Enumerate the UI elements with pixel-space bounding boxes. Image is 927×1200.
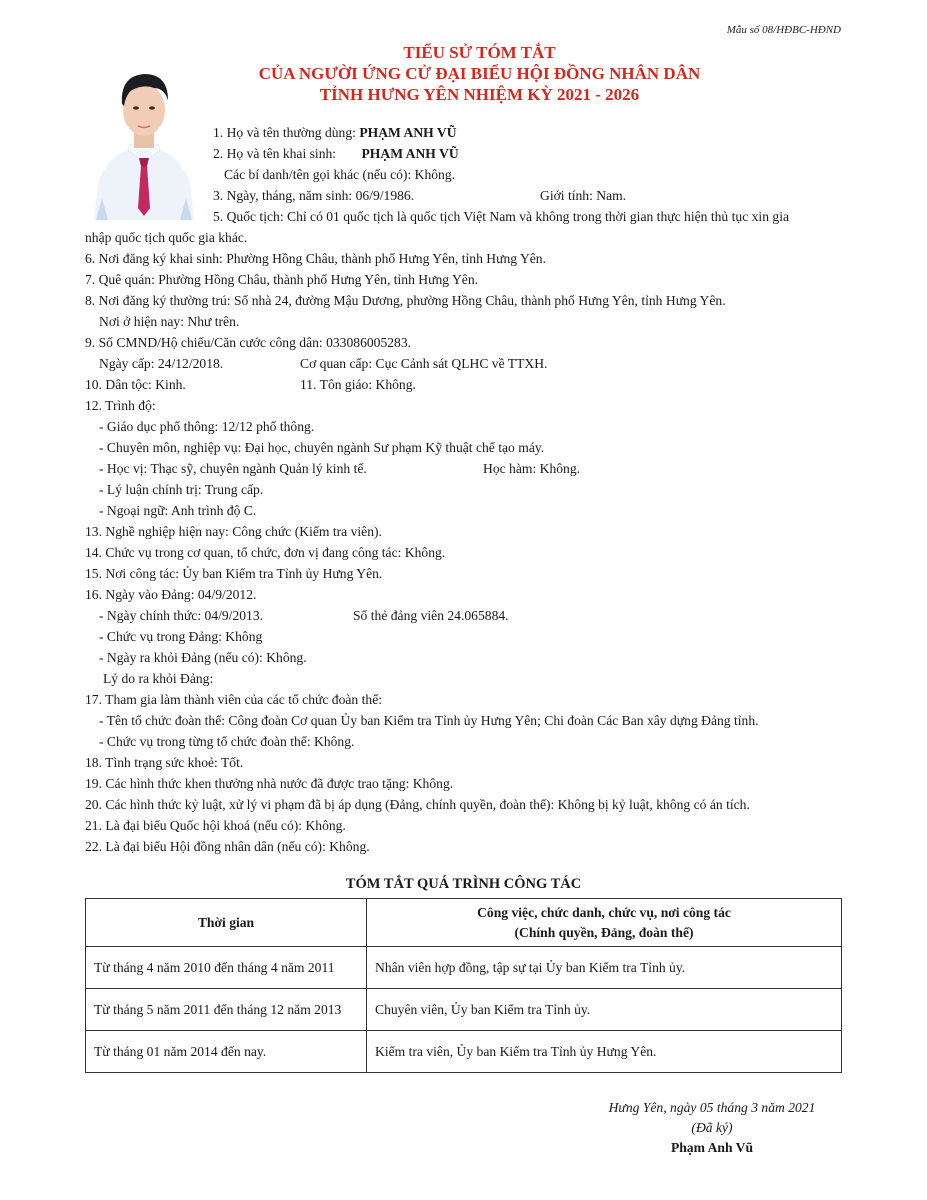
row-job: Nhân viên hợp đồng, tập sự tại Ủy ban Kiểm tra Tỉnh ủy. [367,947,842,989]
work-history-title: TÓM TẮT QUÁ TRÌNH CÔNG TÁC [345,876,582,892]
gender: Giới tính: Nam. [540,188,627,203]
date-of-birth: 3. Ngày, tháng, năm sinh: 06/9/1986. [213,188,415,203]
workplace: 15. Nơi công tác: Ủy ban Kiểm tra Tỉnh ủy Hưng Yên. [85,566,383,581]
national-assembly-member: 21. Là đại biểu Quốc hội khoá (nếu có): Không. [85,818,346,833]
education-heading: 12. Trình độ: [85,398,156,413]
table-row [86,989,842,1031]
signature-status: (Đã ký) [691,1120,733,1135]
full-name-common [213,122,457,143]
id-issue-date: Ngày cấp: 24/12/2018. [99,356,224,371]
political-theory: - Lý luận chính trị: Trung cấp. [99,482,264,497]
row-time: Từ tháng 01 năm 2014 đến nay. [86,1031,367,1073]
table-row [86,1031,842,1073]
row-time: Từ tháng 5 năm 2011 đến tháng 12 năm 2013 [86,989,367,1031]
row-job: Chuyên viên, Ủy ban Kiểm tra Tỉnh ủy. [367,989,842,1031]
party-position: - Chức vụ trong Đảng: Không [99,629,263,644]
table-row [86,947,842,989]
nationality-line-2: nhập quốc tịch quốc gia khác. [85,230,248,245]
general-education: - Giáo dục phổ thông: 12/12 phổ thông. [99,419,315,434]
academic-title: Học hàm: Không. [483,461,581,476]
party-official-date: - Ngày chính thức: 04/9/2013. [99,608,264,623]
document-title-line-3: TỈNH HƯNG YÊN NHIỆM KỲ 2021 - 2026 [319,85,640,104]
full-name-common-value: PHẠM ANH VŨ [359,125,457,140]
specialization: - Chuyên môn, nghiệp vụ: Đại học, chuyên ngành Sư phạm Kỹ thuật chế tạo máy. [99,440,545,455]
birth-registration: 6. Nơi đăng ký khai sinh: Phường Hồng Châu, thành phố Hưng Yên, tỉnh Hưng Yên. [85,251,546,266]
organization-names: - Tên tổ chức đoàn thể: Công đoàn Cơ quan Ủy ban Kiểm tra Tỉnh ủy Hưng Yên; Chi đoàn Các Ban xây dựng Đảng tỉnh. [99,713,759,728]
column-header-time: Thời gian [86,899,367,947]
position: 14. Chức vụ trong cơ quan, tổ chức, đơn vị đang công tác: Không. [85,545,446,560]
row-time: Từ tháng 4 năm 2010 đến tháng 4 năm 2011 [86,947,367,989]
id-issuer: Cơ quan cấp: Cục Cảnh sát QLHC về TTXH. [300,356,548,371]
full-name-common-label: 1. Họ và tên thường dùng: [213,125,356,140]
portrait-photo [88,58,200,220]
signature-name: Phạm Anh Vũ [670,1140,754,1155]
form-code: Mẫu số 08/HĐBC-HĐND [726,24,841,36]
organizations-heading: 17. Tham gia làm thành viên của các tổ chức đoàn thể: [85,692,383,707]
document-title-line-2: CỦA NGƯỜI ỨNG CỬ ĐẠI BIỂU HỘI ĐỒNG NHÂN DÂN [258,64,701,83]
awards: 19. Các hình thức khen thưởng nhà nước đã được trao tặng: Không. [85,776,454,791]
hometown: 7. Quê quán: Phường Hồng Châu, thành phố Hưng Yên, tỉnh Hưng Yên. [85,272,479,287]
current-residence: Nơi ở hiện nay: Như trên. [99,314,240,329]
peoples-council-member: 22. Là đại biểu Hội đồng nhân dân (nếu có): Không. [85,839,370,854]
full-name-birth-label: 2. Họ và tên khai sinh: [213,146,337,161]
id-number: 9. Số CMND/Hộ chiếu/Căn cước công dân: 033086005283. [85,335,412,350]
party-leave-date: - Ngày ra khỏi Đảng (nếu có): Không. [99,650,307,665]
full-name-birth-value: PHẠM ANH VŨ [361,146,459,161]
foreign-language: - Ngoại ngữ: Anh trình độ C. [99,503,257,518]
religion: 11. Tôn giáo: Không. [300,377,416,392]
aliases: Các bí danh/tên gọi khác (nếu có): Không. [224,167,456,182]
ethnicity: 10. Dân tộc: Kinh. [85,377,186,392]
column-header-job-line-2: (Chính quyền, Đảng, đoàn thể) [514,924,694,940]
row-job: Kiểm tra viên, Ủy ban Kiểm tra Tỉnh ủy Hưng Yên. [367,1031,842,1073]
full-name-birth [213,143,459,164]
degree: - Học vị: Thạc sỹ, chuyên ngành Quản lý kinh tế. [99,461,367,476]
work-history-table [85,898,842,1073]
table-header-row [86,899,842,947]
nationality-line-1: 5. Quốc tịch: Chỉ có 01 quốc tịch là quốc tịch Việt Nam và không trong thời gian thực hiện thủ tục xin gia [213,209,790,224]
discipline: 20. Các hình thức kỷ luật, xử lý vi phạm đã bị áp dụng (Đảng, chính quyền, đoàn thể): Không bị kỷ luật, không có án tích. [85,797,750,812]
occupation: 13. Nghề nghiệp hiện nay: Công chức (Kiểm tra viên). [85,524,382,539]
health-status: 18. Tình trạng sức khoẻ: Tốt. [85,755,244,770]
organization-positions: - Chức vụ trong từng tổ chức đoàn thể: Không. [99,734,355,749]
party-leave-reason: Lý do ra khỏi Đảng: [103,671,214,686]
party-card-number: Số thẻ đảng viên 24.065884. [353,608,509,623]
column-header-job-line-1: Công việc, chức danh, chức vụ, nơi công tác [477,904,731,920]
signature-place-date: Hưng Yên, ngày 05 tháng 3 năm 2021 [608,1100,816,1115]
document-title-line-1: TIỂU SỬ TÓM TẮT [403,43,556,62]
party-join-date: 16. Ngày vào Đảng: 04/9/2012. [85,587,257,602]
permanent-residence: 8. Nơi đăng ký thường trú: Số nhà 24, đường Mậu Dương, phường Hồng Châu, thành phố Hưng Yên, tỉnh Hưng Yên. [85,293,726,308]
column-header-job [367,899,842,947]
